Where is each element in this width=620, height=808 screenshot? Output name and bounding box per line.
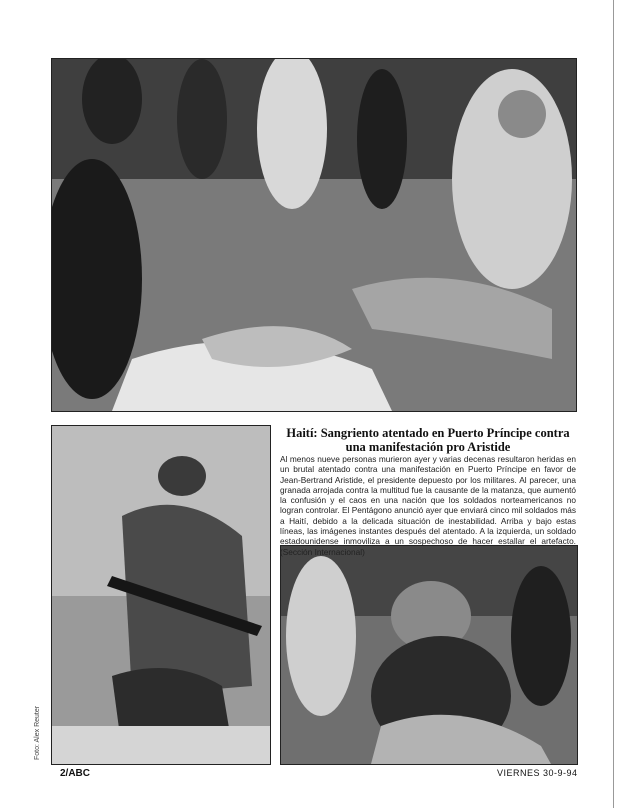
wounded-scene-illustration (281, 546, 577, 764)
wounded-photo-right (280, 545, 578, 765)
soldier-photo-left (51, 425, 271, 765)
crowd-photo-top (51, 58, 577, 412)
photo-credit: Foto: Alex Reuter (34, 705, 41, 760)
soldier-scene-illustration (52, 426, 270, 764)
article-headline: Haití: Sangriento atentado en Puerto Príncipe contra una manifestación pro Aristide (286, 426, 570, 454)
crowd-scene-illustration (52, 59, 576, 411)
page-edge-line (613, 0, 614, 808)
page-folio: 2/ABC (60, 768, 91, 779)
issue-date: VIERNES 30-9-94 (497, 768, 578, 778)
article-body: Al menos nueve personas murieron ayer y varias decenas resultaron heridas en un brutal atentado contra una manifestación en Puerto Príncipe en favor de Jean-Bertrand Aristide, el presidente depuesto por los militares. Al parecer, una granada arrojada contra la multitud fue la causante de la matanza, que aumentó la confusión y el caos en una nación que los soldados norteamericanos no logran controlar. El Pentágono anunció ayer que enviará cinco mil soldados más a Haití, debido a la delicada situación de inestabilidad. Arriba y bajo estas líneas, las imágenes instantes después del atentado. A la izquierda, un soldado estadounidense inmoviliza a un sospechoso de hacer estallar el artefacto. (Sección Internacional) (280, 454, 576, 557)
